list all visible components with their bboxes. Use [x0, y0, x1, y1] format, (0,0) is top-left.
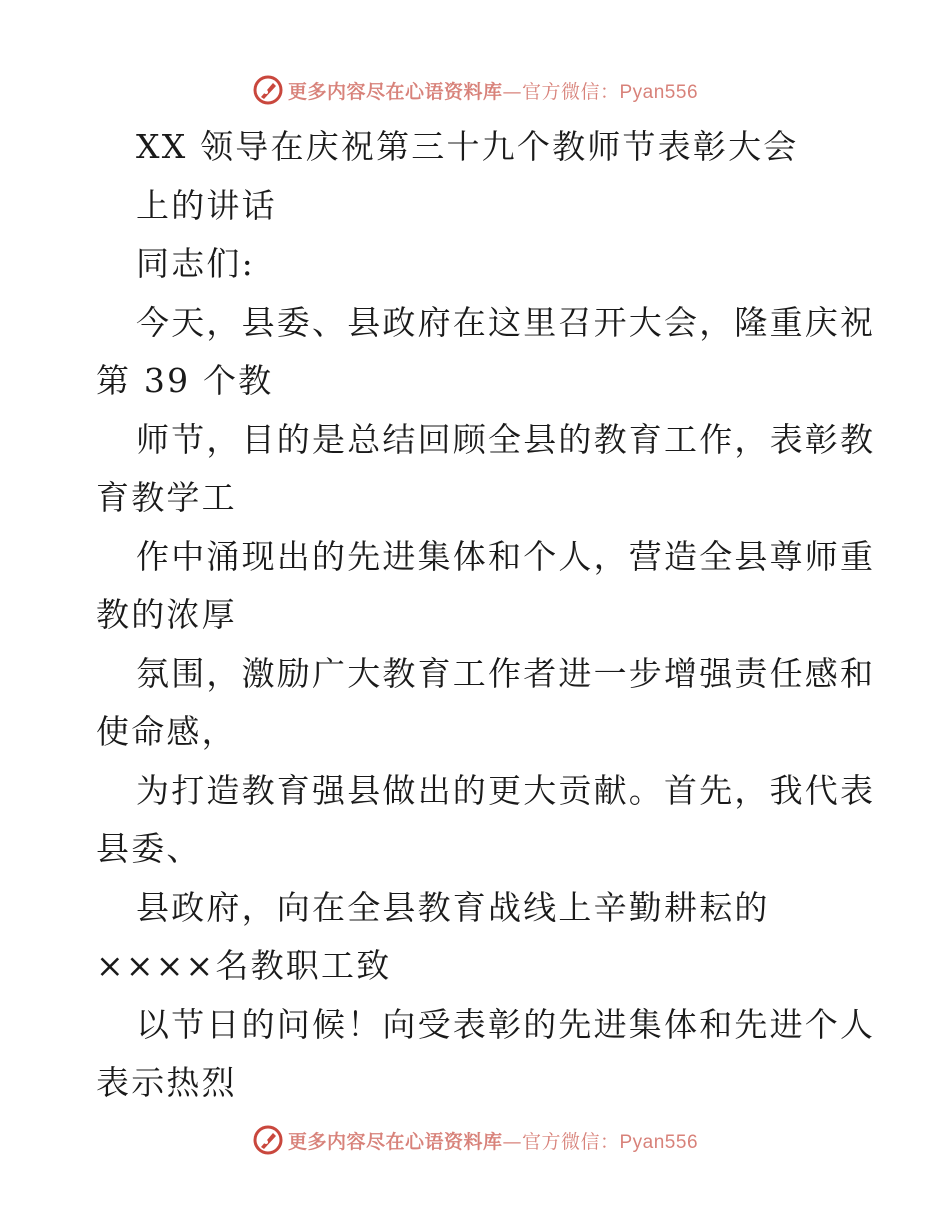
- doc-line: 作中涌现出的先进集体和个人，营造全县尊师重: [136, 536, 876, 576]
- doc-line: 县委、: [96, 829, 202, 868]
- pen-circle-logo-icon: [252, 1124, 284, 1156]
- doc-line: 表示热烈: [96, 1063, 237, 1102]
- doc-line: 以节日的问候！向受表彰的先进集体和先进个人: [136, 1004, 876, 1044]
- banner-wechat-id: Pyan556: [619, 81, 699, 103]
- banner-dash: —: [502, 1130, 522, 1153]
- banner-text: [288, 1127, 698, 1154]
- doc-line: 使命感，: [96, 712, 237, 751]
- footer-banner: [0, 1120, 950, 1160]
- header-banner: [0, 70, 950, 110]
- banner-wechat-label: 官方微信：: [521, 1130, 620, 1153]
- doc-line: 氛围，激励广大教育工作者进一步增强责任感和: [136, 653, 876, 693]
- doc-line: 今天，县委、县政府在这里召开大会，隆重庆祝: [136, 302, 876, 342]
- doc-line: ××××名教职工致: [96, 946, 392, 985]
- doc-line: 教的浓厚: [96, 595, 237, 634]
- banner-text: [288, 77, 698, 104]
- pen-circle-logo-icon: [252, 74, 284, 106]
- doc-title-line-2: 上的讲话: [136, 185, 277, 225]
- banner-wechat-label: 官方微信：: [521, 80, 620, 103]
- doc-line: 师节，目的是总结回顾全县的教育工作，表彰教: [136, 419, 876, 459]
- doc-line: 第 39 个教: [96, 361, 274, 400]
- banner-wechat-id: Pyan556: [619, 1131, 699, 1153]
- doc-line: 为打造教育强县做出的更大贡献。首先，我代表: [136, 770, 876, 810]
- doc-title-line-1: XX 领导在庆祝第三十九个教师节表彰大会: [136, 127, 799, 166]
- doc-salutation: 同志们:: [136, 244, 255, 283]
- banner-dash: —: [502, 80, 522, 103]
- doc-line: 育教学工: [96, 478, 237, 517]
- banner-site-text: 更多内容尽在心语资料库: [287, 1130, 503, 1153]
- document-body: [96, 118, 876, 1113]
- banner-site-text: 更多内容尽在心语资料库: [287, 80, 503, 103]
- doc-line: 县政府，向在全县教育战线上辛勤耕耘的: [136, 887, 770, 927]
